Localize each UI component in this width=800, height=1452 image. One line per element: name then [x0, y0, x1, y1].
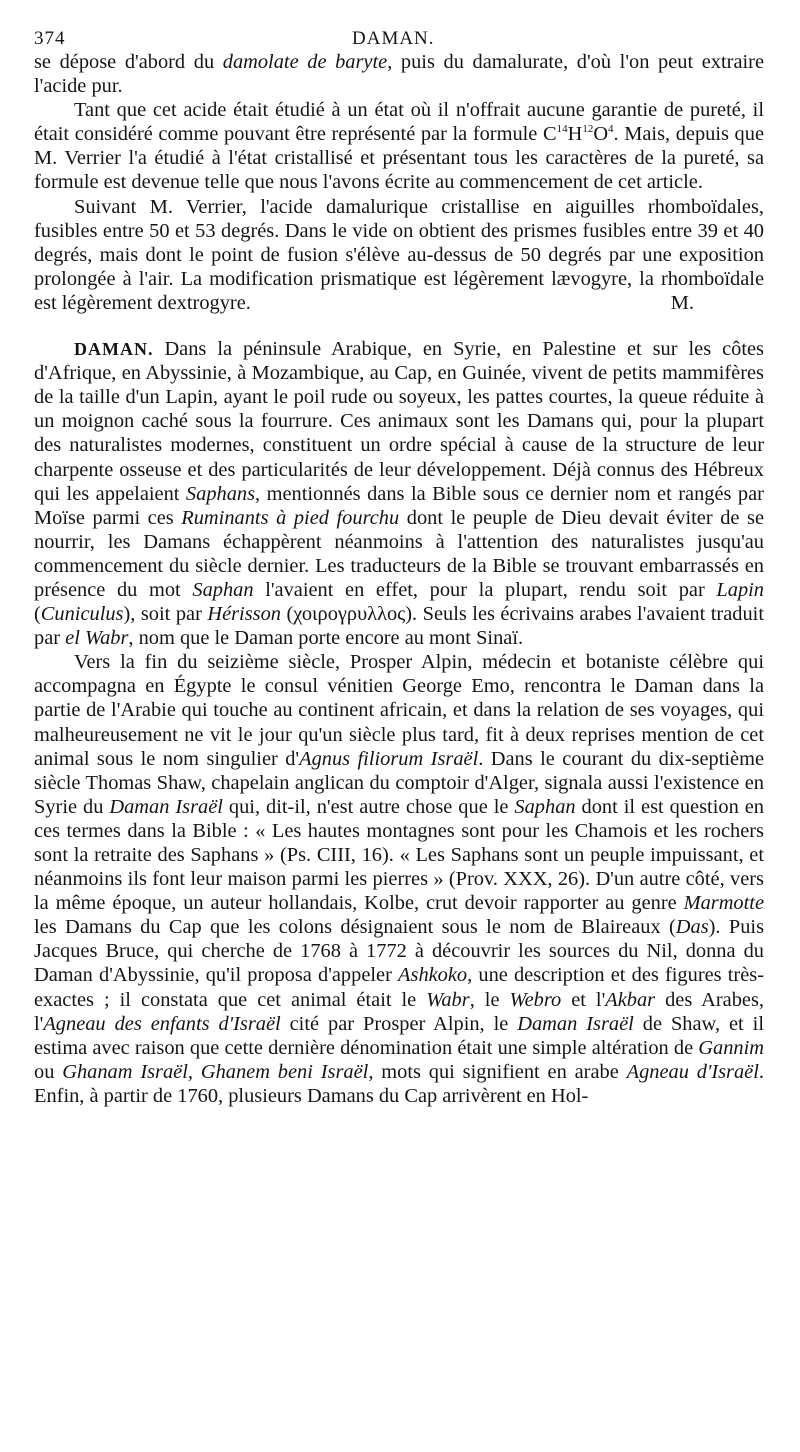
text-run: Dans la péninsule Arabique, en Syrie, en Palestine et sur les côtes d'Afrique, en Abyssinie, à Mozambique, au Cap, en Guinée, vivent de petits mammifères de la taille d'un Lapin, ayant le poil rude ou soyeux, les pattes courtes, la queue réduite à un moignon caché sous la fourrure. Ces animaux sont les Damans qui, pour la plupart des naturalistes modernes, constituent un ordre spécial à cause de la structure de leur charpente osseuse et des particularités de leur développement. Déjà connus des Hébreux qui les appelaient: [34, 338, 764, 505]
italic-term: Agnus filiorum Israël: [299, 747, 479, 770]
text-run: , nom que le Daman porte encore au mont Sinaï.: [128, 627, 524, 650]
text-run: dont le peuple de Dieu devait éviter de se nourrir, les Damans échappèrent néanmoins à l'attention des naturalistes jusqu'au commencement du siècle dernier. Les traducteurs de la Bible se trouvant embarrassés en présence du mot: [34, 506, 764, 601]
paragraph-history: [34, 650, 764, 1108]
text-run: de Shaw, et il estima avec raison que cette dernière dénomination était une simple altération de: [34, 1012, 764, 1059]
italic-term: Ashkoko: [398, 964, 468, 987]
text-run: ), soit par: [123, 603, 208, 626]
formula-subscript: 14: [556, 123, 568, 136]
italic-term: Agneau des enfants d'Israël: [43, 1012, 281, 1035]
italic-term: Lapin: [716, 578, 764, 601]
text-run: . Enfin, à partir de 1760, plusieurs Damans du Cap arrivèrent en Hol-: [34, 1060, 764, 1107]
italic-term: Das: [675, 916, 709, 939]
author-signature: M.: [670, 291, 694, 314]
italic-term: Gannim: [698, 1036, 764, 1059]
text-run: Tant que cet acide était étudié à un état où il n'offrait aucune garantie de pureté, il était considéré comme pouvant être représenté par la formule C: [34, 99, 764, 146]
text-run: ou: [34, 1060, 63, 1083]
italic-term: Wabr: [426, 988, 470, 1011]
paragraph-formula: [34, 98, 764, 194]
italic-term: damolate de baryte: [222, 51, 388, 73]
text-run: ). Puis Jacques Bruce, qui cherche de 1768 à 1772 à découvrir les sources du Nil, donna du Daman d'Abyssinie, qu'il proposa d'appeler: [34, 916, 764, 987]
text-run: dont il est question en ces termes dans la Bible : « Les hautes montagnes sont pour les Chamois et les rochers sont la retraite des Saphans » (Ps. CIII, 16). « Les Saphans sont un peuple impuissant, et néanmoins ils font leur maison parmi les pierres » (Prov. XXX, 26). D'un autre côté, vers la même époque, un auteur hollandais, Kolbe, crut devoir rapporter au genre: [34, 795, 764, 915]
page: [34, 20, 764, 1108]
text-run: , mentionnés dans la Bible sous ce dernier nom et rangés par Moïse parmi ces: [34, 482, 764, 529]
italic-term: Saphan: [514, 795, 576, 818]
italic-term: Ghanam Israël, Ghanem beni Israël: [62, 1060, 369, 1083]
running-header: [34, 20, 764, 50]
text-run: qui, dit-il, n'est autre chose que le: [222, 795, 515, 818]
italic-term: Ruminants à pied fourchu: [181, 506, 400, 529]
italic-term: Akbar: [605, 988, 656, 1011]
page-number: 374: [34, 28, 66, 49]
italic-term: Saphans: [185, 482, 256, 505]
entry-headword: DAMAN.: [74, 339, 154, 360]
italic-term: Webro: [509, 988, 562, 1011]
formula-subscript: 12: [582, 123, 594, 136]
italic-term: el Wabr: [65, 627, 129, 650]
italic-term: Daman Israël: [517, 1012, 634, 1035]
text-run: les Damans du Cap que les colons désignaient sous le nom de Blaireaux (: [34, 916, 676, 939]
text-run: des Arabes, l': [34, 988, 764, 1035]
text-run: cité par Prosper Alpin, le: [280, 1012, 518, 1035]
text-run: se dépose d'abord du: [34, 51, 223, 73]
text-run: H: [567, 123, 583, 146]
text-run: l'avaient en effet, pour la plupart, rendu soit par: [253, 578, 717, 601]
text-run: , une description et des figures très-exactes ; il constata que cet animal était le: [34, 964, 764, 1011]
paragraph-verrier: [34, 195, 764, 315]
text-run: , puis du damalurate, d'où l'on peut extraire l'acide pur.: [34, 51, 764, 98]
text-run: . Mais, depuis que M. Verrier l'a étudié à l'état cristallisé et présentant tous les caractères de la pureté, sa formule est devenue telle que nous l'avons écrite au commencement de cet article.: [34, 123, 765, 194]
italic-term: Marmotte: [683, 892, 764, 915]
text-run: Vers la fin du seizième siècle, Prosper Alpin, médecin et botaniste célèbre qui accompagna en Égypte le consul vénitien George Emo, rencontra le Daman dans la partie de l'Arabie qui touche au continent africain, et dans la relation de ses voyages, qui malheureusement ne vit le jour qu'un siècle plus tard, fit à deux reprises mention de cet animal sous le nom singulier d': [34, 651, 764, 770]
formula-subscript: 4: [608, 123, 614, 136]
text-run: , mots qui signifient en arabe: [368, 1060, 627, 1083]
italic-term: Saphan: [192, 578, 254, 601]
italic-term: Daman Israël: [109, 795, 223, 818]
paragraph-daman-entry: [34, 337, 764, 650]
text-run: O: [593, 123, 609, 146]
text-run: , le: [469, 988, 510, 1011]
text-run: Suivant M. Verrier, l'acide damalurique cristallise en aiguilles rhomboïdales, fusibles entre 50 et 53 degrés. Dans le vide on obtient des prismes fusibles entre 39 et 40 degrés, mais dont le point de fusion s'élève au-dessus de 50 degrés par une exposition prolongée à l'air. La modification prismatique est légèrement lævogyre, la rhomboïdale est légèrement dextrogyre.: [34, 195, 764, 314]
text-run: . Dans le courant du dix-septième siècle Thomas Shaw, chapelain anglican du comptoir d'Alger, signala aussi l'existence en Syrie du: [34, 747, 764, 818]
italic-term: Cuniculus: [40, 603, 124, 626]
text-run: (: [34, 603, 41, 626]
paragraph-continuation: [34, 50, 764, 98]
running-title: DAMAN.: [352, 28, 435, 49]
italic-term: Hérisson: [207, 603, 281, 626]
text-run: et l': [561, 988, 606, 1011]
italic-term: Agneau d'Israël: [626, 1060, 759, 1083]
text-run: (χοιρογρυλλος). Seuls les écrivains arabes l'avaient traduit par: [34, 603, 764, 650]
